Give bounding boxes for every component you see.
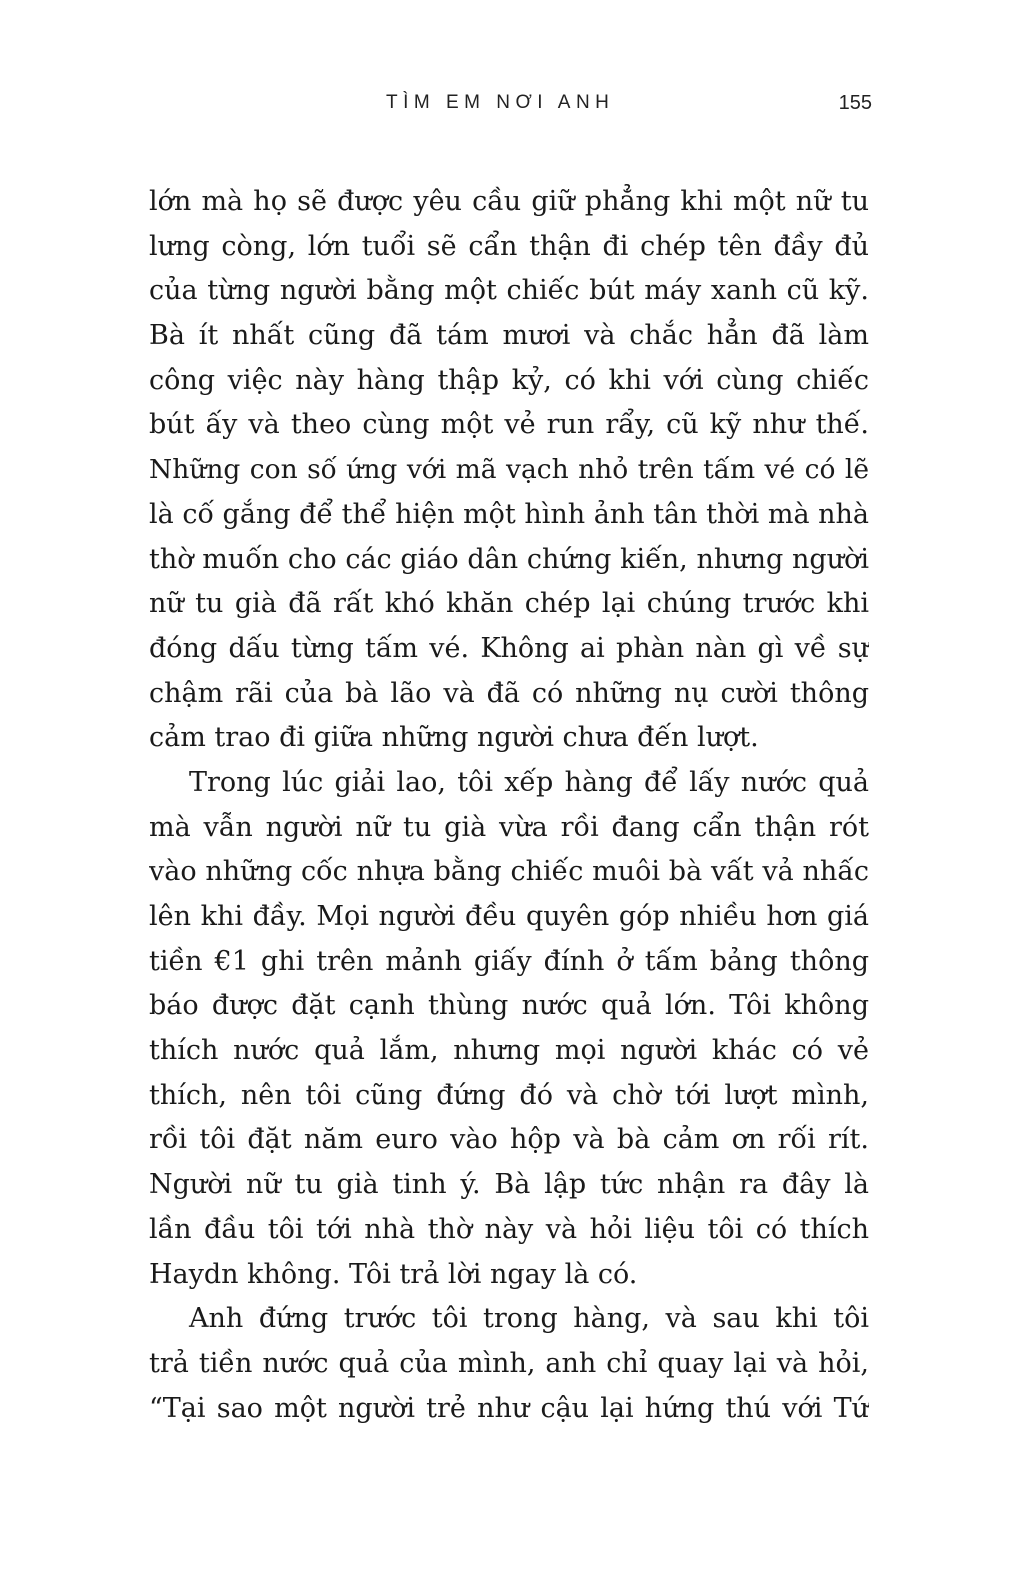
text-line: thích nước quả lắm, nhưng mọi người khác có vẻ (149, 1035, 869, 1067)
text-line: Bà ít nhất cũng đã tám mươi và chắc hẳn đã làm (149, 320, 869, 352)
text-line: tiền €1 ghi trên mảnh giấy đính ở tấm bảng thông (149, 945, 869, 977)
text-line: “Tại sao một người trẻ như cậu lại hứng thú với Tứ (149, 1392, 869, 1424)
text-line: chậm rãi của bà lão và đã có những nụ cười thông (149, 677, 869, 709)
text-line: thích, nên tôi cũng đứng đó và chờ tới lượt mình, (149, 1079, 869, 1111)
text-line: lưng còng, lớn tuổi sẽ cẩn thận đi chép tên đầy đủ (149, 230, 869, 262)
text-line: đóng dấu từng tấm vé. Không ai phàn nàn gì về sự (149, 632, 869, 664)
text-line: lớn mà họ sẽ được yêu cầu giữ phẳng khi một nữ tu (149, 186, 869, 217)
body-text (149, 180, 869, 1431)
text-line: Những con số ứng với mã vạch nhỏ trên tấm vé có lẽ (149, 454, 869, 486)
book-title: TÌM EM NƠI ANH (386, 92, 615, 113)
text-line: mà vẫn người nữ tu già vừa rồi đang cẩn thận rót (149, 811, 869, 843)
paragraph-3 (149, 1297, 869, 1431)
text-line: lần đầu tôi tới nhà thờ này và hỏi liệu tôi có thích (149, 1213, 869, 1245)
text-line: Trong lúc giải lao, tôi xếp hàng để lấy nước quả (189, 766, 869, 798)
text-line: cảm trao đi giữa những người chưa đến lượt. (149, 722, 759, 754)
text-line: báo được đặt cạnh thùng nước quả lớn. Tôi không (149, 990, 869, 1022)
text-line: của từng người bằng một chiếc bút máy xanh cũ kỹ. (149, 275, 869, 307)
text-line: trả tiền nước quả của mình, anh chỉ quay lại và hỏi, (149, 1347, 869, 1379)
text-line: rồi tôi đặt năm euro vào hộp và bà cảm ơn rối rít. (149, 1124, 869, 1156)
text-line: lên khi đầy. Mọi người đều quyên góp nhiều hơn giá (149, 901, 869, 932)
text-line: công việc này hàng thập kỷ, có khi với cùng chiếc (149, 364, 869, 396)
text-line: thờ muốn cho các giáo dân chứng kiến, nhưng người (149, 543, 869, 575)
text-line: Anh đứng trước tôi trong hàng, và sau khi tôi (189, 1303, 869, 1335)
text-line: nữ tu già đã rất khó khăn chép lại chúng trước khi (149, 588, 869, 620)
page-number: 155 (838, 92, 872, 114)
text-line: vào những cốc nhựa bằng chiếc muôi bà vất vả nhấc (149, 856, 869, 888)
text-line: bút ấy và theo cùng một vẻ run rẩy, cũ kỹ như thế. (149, 409, 869, 441)
text-line: là cố gắng để thể hiện một hình ảnh tân thời mà nhà (149, 498, 869, 530)
paragraph-2 (149, 761, 869, 1297)
paragraph-1 (149, 180, 869, 761)
running-header (0, 92, 1024, 122)
text-line: Người nữ tu già tinh ý. Bà lập tức nhận ra đây là (149, 1169, 869, 1201)
text-line: Haydn không. Tôi trả lời ngay là có. (149, 1258, 638, 1290)
